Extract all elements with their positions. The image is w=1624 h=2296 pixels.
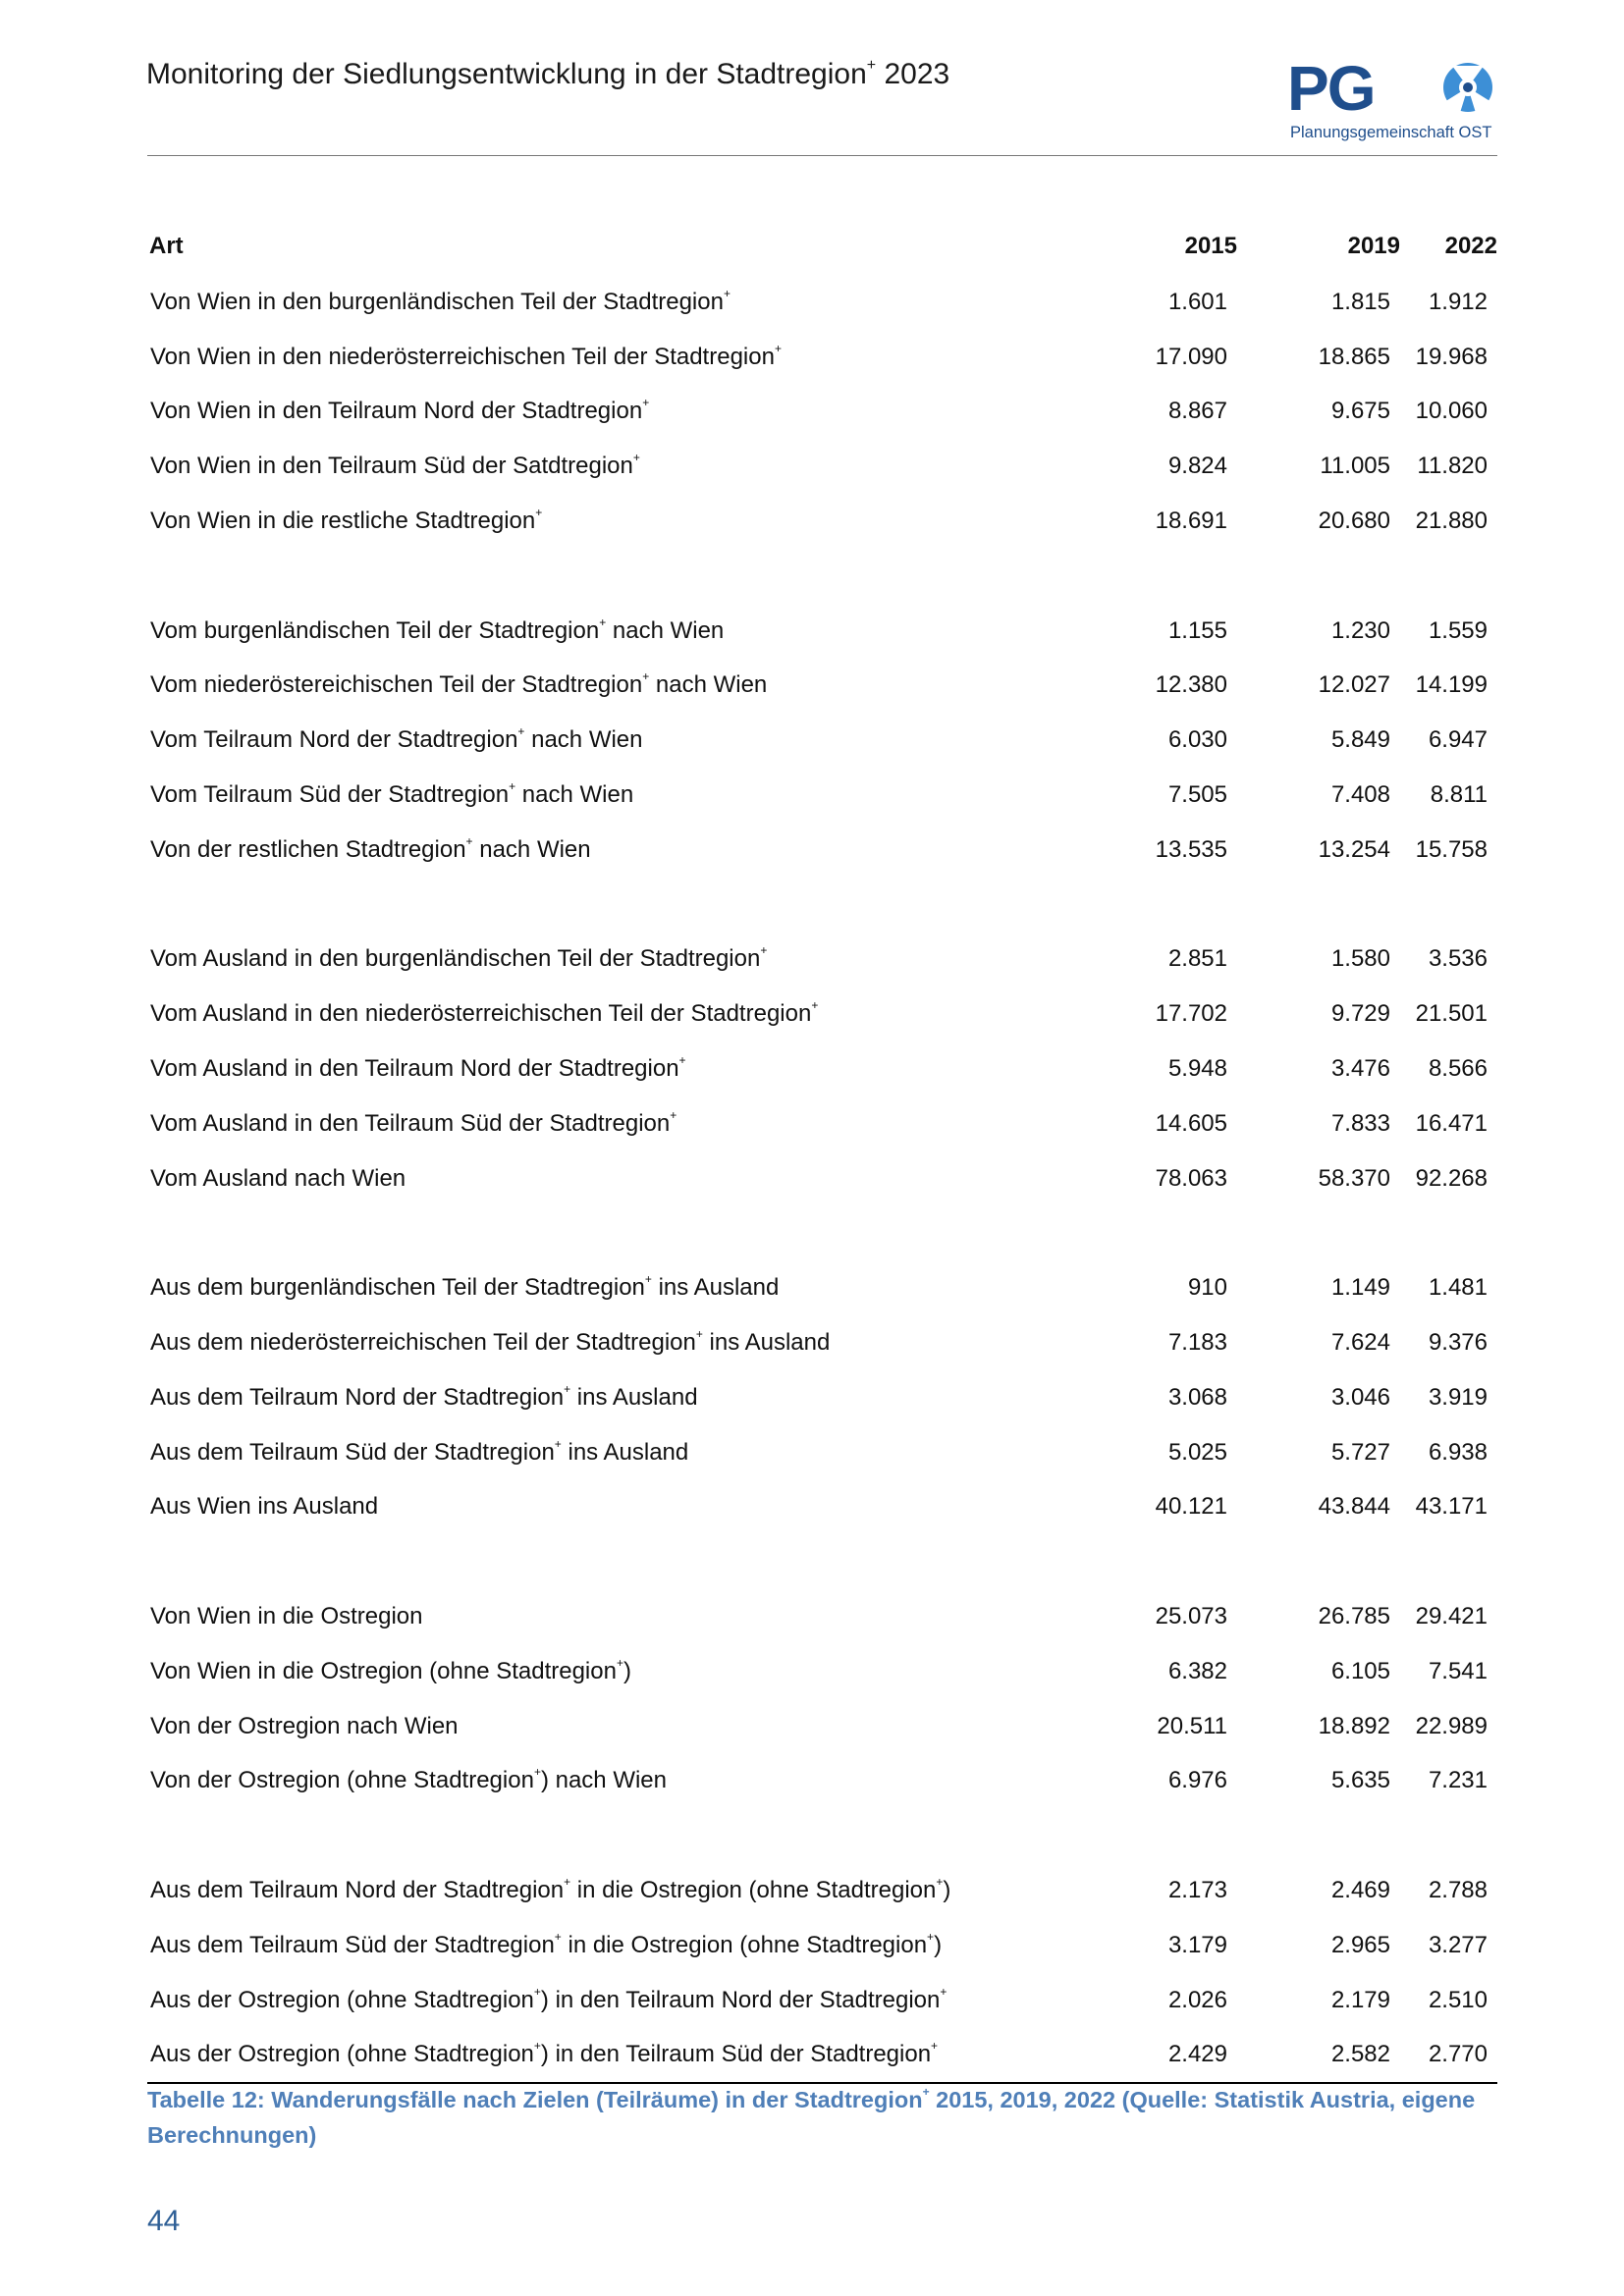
row-label: Von der Ostregion nach Wien bbox=[150, 1712, 459, 1739]
logo-letters: PG bbox=[1287, 59, 1375, 124]
cell-2019: 58.370 bbox=[1318, 1164, 1390, 1192]
cell-2015: 20.511 bbox=[1157, 1712, 1227, 1739]
cell-2015: 17.702 bbox=[1155, 1000, 1227, 1028]
row-label: Vom Ausland in den burgenländischen Teil der Stadtregion+ bbox=[150, 943, 768, 973]
cell-2019: 3.046 bbox=[1330, 1383, 1390, 1411]
cell-2019: 18.865 bbox=[1318, 343, 1390, 370]
row-label: Aus der Ostregion (ohne Stadtregion+) in den Teilraum Süd der Stadtregion+ bbox=[147, 2028, 1080, 2084]
cell-2019: 11.005 bbox=[1320, 453, 1390, 480]
table-row bbox=[147, 768, 1497, 823]
table-row bbox=[147, 1589, 1497, 1644]
cell-2022: 7.541 bbox=[1428, 1657, 1488, 1684]
row-label: Von der restlichen Stadtregion+ nach Wien bbox=[150, 833, 591, 863]
cell-2022: 15.758 bbox=[1415, 835, 1488, 863]
row-label: Aus dem burgenländischen Teil der Stadtregion+ ins Ausland bbox=[150, 1272, 780, 1302]
cell-2015: 25.073 bbox=[1155, 1603, 1227, 1630]
cell-2022: 19.968 bbox=[1415, 343, 1488, 370]
pgo-logo-graphic bbox=[1287, 59, 1497, 143]
cell-2019: 5.635 bbox=[1330, 1767, 1390, 1794]
cell-2015: 17.090 bbox=[1155, 343, 1227, 370]
cell-2019: 43.844 bbox=[1318, 1493, 1390, 1521]
row-label: Vom burgenländischen Teil der Stadtregion+ nach Wien bbox=[150, 614, 725, 644]
cell-2022: 11.820 bbox=[1417, 453, 1488, 480]
cell-2019: 7.624 bbox=[1330, 1329, 1390, 1357]
table-spacer-row bbox=[147, 1206, 1497, 1261]
table-spacer-row bbox=[147, 549, 1497, 604]
table-row bbox=[147, 1918, 1497, 1973]
row-label: Vom Teilraum Süd der Stadtregion+ nach Wien bbox=[150, 779, 634, 809]
migration-table bbox=[147, 218, 1497, 2084]
row-label: Vom niederöstereichischen Teil der Stadtregion+ nach Wien bbox=[150, 669, 768, 699]
table-row bbox=[147, 1151, 1497, 1206]
cell-2015: 2.429 bbox=[1080, 2028, 1237, 2084]
cell-2022: 10.060 bbox=[1415, 398, 1488, 425]
row-label: Von Wien in den Teilraum Süd der Satdtregion+ bbox=[150, 451, 640, 480]
logo-caption: Planungsgemeinschaft OST bbox=[1290, 124, 1492, 141]
row-label: Von Wien in die Ostregion bbox=[150, 1603, 423, 1630]
table-row bbox=[147, 1863, 1497, 1918]
cell-2019: 12.027 bbox=[1318, 671, 1390, 699]
cell-2019: 2.469 bbox=[1330, 1877, 1390, 1903]
row-label: Aus dem Teilraum Nord der Stadtregion+ ins Ausland bbox=[150, 1381, 698, 1411]
table-row bbox=[147, 1973, 1497, 2028]
cell-2022: 14.199 bbox=[1415, 671, 1488, 699]
page-number: 44 bbox=[147, 2205, 181, 2237]
row-label: Von Wien in den burgenländischen Teil der Stadtregion+ bbox=[150, 286, 731, 315]
cell-2015: 3.068 bbox=[1167, 1383, 1227, 1411]
cell-2022: 2.770 bbox=[1400, 2028, 1497, 2084]
header-divider bbox=[147, 155, 1497, 156]
cell-2015: 7.183 bbox=[1167, 1329, 1227, 1357]
header-title-year: 2023 bbox=[876, 58, 950, 90]
cell-2019: 2.582 bbox=[1237, 2028, 1400, 2084]
cell-2022: 22.989 bbox=[1415, 1712, 1488, 1739]
table-row bbox=[147, 1041, 1497, 1096]
cell-2022: 1.912 bbox=[1428, 288, 1488, 315]
cell-2022: 3.536 bbox=[1428, 945, 1488, 973]
cell-2019: 5.849 bbox=[1330, 726, 1390, 754]
cell-2022: 8.811 bbox=[1430, 781, 1488, 809]
table-row bbox=[147, 494, 1497, 549]
cell-2019: 1.815 bbox=[1330, 288, 1390, 315]
cell-2015: 12.380 bbox=[1155, 671, 1227, 699]
table-row bbox=[147, 933, 1497, 988]
cell-2019: 7.408 bbox=[1330, 781, 1390, 809]
row-label: Vom Ausland in den niederösterreichischen Teil der Stadtregion+ bbox=[150, 998, 819, 1028]
cell-2022: 6.938 bbox=[1428, 1438, 1488, 1466]
cell-2022: 29.421 bbox=[1415, 1603, 1488, 1630]
logo-o-icon bbox=[1443, 63, 1492, 113]
table-header-row bbox=[147, 218, 1497, 275]
cell-2015: 6.976 bbox=[1167, 1767, 1227, 1794]
cell-2022: 16.471 bbox=[1415, 1109, 1488, 1137]
table-row bbox=[147, 439, 1497, 494]
cell-2022: 9.376 bbox=[1428, 1329, 1488, 1357]
row-label: Von der Ostregion (ohne Stadtregion+) nach Wien bbox=[150, 1765, 668, 1794]
cell-2015: 2.026 bbox=[1167, 1986, 1227, 2013]
column-header-art: Art bbox=[149, 233, 184, 259]
cell-2022: 43.171 bbox=[1415, 1493, 1488, 1521]
row-label: Aus Wien ins Ausland bbox=[150, 1493, 379, 1521]
column-header-2022: 2022 bbox=[1444, 233, 1497, 259]
row-label: Von Wien in den niederösterreichischen Teil der Stadtregion+ bbox=[150, 341, 782, 370]
cell-2022: 92.268 bbox=[1415, 1164, 1488, 1192]
row-label: Aus dem niederösterreichischen Teil der Stadtregion+ ins Ausland bbox=[150, 1327, 831, 1357]
row-label: Vom Teilraum Nord der Stadtregion+ nach Wien bbox=[150, 724, 643, 754]
table-row bbox=[147, 987, 1497, 1041]
cell-2022: 6.947 bbox=[1428, 726, 1488, 754]
cell-2019: 20.680 bbox=[1318, 507, 1390, 535]
cell-2015: 6.382 bbox=[1167, 1657, 1227, 1684]
column-header-2015: 2015 bbox=[1184, 233, 1237, 259]
header-title-text: Monitoring der Siedlungsentwicklung in der Stadtregion bbox=[146, 58, 867, 90]
header-title-plus: + bbox=[866, 57, 877, 74]
table-row bbox=[147, 1754, 1497, 1809]
table-spacer-row bbox=[147, 1808, 1497, 1863]
table-row bbox=[147, 713, 1497, 768]
cell-2022: 1.481 bbox=[1428, 1274, 1488, 1302]
row-label: Aus dem Teilraum Süd der Stadtregion+ in die Ostregion (ohne Stadtregion+) bbox=[150, 1929, 943, 1958]
cell-2015: 1.601 bbox=[1167, 288, 1227, 315]
cell-2019: 26.785 bbox=[1318, 1603, 1390, 1630]
cell-2015: 7.505 bbox=[1167, 781, 1227, 809]
cell-2022: 8.566 bbox=[1428, 1055, 1488, 1083]
table-row bbox=[147, 330, 1497, 385]
table-row bbox=[147, 1096, 1497, 1151]
cell-2019: 2.179 bbox=[1330, 1986, 1390, 2013]
cell-2022: 2.788 bbox=[1428, 1877, 1488, 1903]
table-row bbox=[147, 1260, 1497, 1315]
table-row bbox=[147, 1480, 1497, 1535]
cell-2015: 9.824 bbox=[1167, 453, 1227, 480]
table-body bbox=[147, 275, 1497, 2083]
cell-2019: 9.729 bbox=[1330, 1000, 1390, 1028]
cell-2015: 910 bbox=[1187, 1274, 1227, 1302]
table-row bbox=[147, 1699, 1497, 1754]
table-spacer-row bbox=[147, 878, 1497, 933]
row-label: Von Wien in die Ostregion (ohne Stadtregion+) bbox=[150, 1655, 631, 1684]
cell-2015: 3.179 bbox=[1167, 1931, 1227, 1958]
cell-2015: 8.867 bbox=[1167, 398, 1227, 425]
cell-2019: 18.892 bbox=[1318, 1712, 1390, 1739]
column-header-2019: 2019 bbox=[1347, 233, 1400, 259]
table-row bbox=[147, 659, 1497, 714]
row-label: Vom Ausland in den Teilraum Nord der Stadtregion+ bbox=[150, 1053, 686, 1083]
cell-2015: 18.691 bbox=[1155, 507, 1227, 535]
cell-2019: 9.675 bbox=[1330, 398, 1390, 425]
row-label: Vom Ausland nach Wien bbox=[150, 1164, 406, 1192]
table-row bbox=[147, 1315, 1497, 1370]
cell-2015: 6.030 bbox=[1167, 726, 1227, 754]
cell-2022: 7.231 bbox=[1428, 1767, 1488, 1794]
table-row bbox=[147, 823, 1497, 878]
row-label: Vom Ausland in den Teilraum Süd der Stadtregion+ bbox=[150, 1107, 677, 1137]
cell-2019: 3.476 bbox=[1330, 1055, 1390, 1083]
cell-2022: 21.501 bbox=[1415, 1000, 1488, 1028]
table-row bbox=[147, 385, 1497, 440]
table-row bbox=[147, 275, 1497, 330]
cell-2022: 2.510 bbox=[1428, 1986, 1488, 2013]
cell-2022: 3.919 bbox=[1428, 1383, 1488, 1411]
cell-2019: 1.580 bbox=[1330, 945, 1390, 973]
cell-2015: 14.605 bbox=[1155, 1109, 1227, 1137]
table-spacer-row bbox=[147, 1534, 1497, 1589]
cell-2015: 1.155 bbox=[1167, 616, 1227, 644]
cell-2015: 40.121 bbox=[1155, 1493, 1227, 1521]
table-row bbox=[147, 604, 1497, 659]
row-label: Von Wien in die restliche Stadtregion+ bbox=[150, 506, 543, 535]
table-row bbox=[147, 1370, 1497, 1425]
cell-2022: 21.880 bbox=[1415, 507, 1488, 535]
cell-2019: 6.105 bbox=[1330, 1657, 1390, 1684]
row-label: Aus dem Teilraum Süd der Stadtregion+ ins Ausland bbox=[150, 1436, 689, 1466]
row-label: Von Wien in den Teilraum Nord der Stadtregion+ bbox=[150, 396, 650, 425]
page-header-title bbox=[146, 57, 949, 91]
cell-2019: 1.149 bbox=[1330, 1274, 1390, 1302]
cell-2015: 78.063 bbox=[1155, 1164, 1227, 1192]
cell-2022: 1.559 bbox=[1428, 616, 1488, 644]
cell-2015: 13.535 bbox=[1155, 835, 1227, 863]
pgo-logo bbox=[1287, 59, 1497, 143]
cell-2019: 7.833 bbox=[1330, 1109, 1390, 1137]
table-row bbox=[147, 2028, 1497, 2084]
cell-2019: 5.727 bbox=[1330, 1438, 1390, 1466]
cell-2015: 2.851 bbox=[1167, 945, 1227, 973]
cell-2015: 5.025 bbox=[1167, 1438, 1227, 1466]
cell-2019: 13.254 bbox=[1318, 835, 1390, 863]
cell-2019: 2.965 bbox=[1330, 1931, 1390, 1958]
table-caption: Tabelle 12: Wanderungsfälle nach Zielen (Teilräume) in der Stadtregion+ 2015, 2019, 2022 (Quelle: Statistik Austria, eigene Berechnungen) bbox=[147, 2085, 1476, 2148]
cell-2015: 5.948 bbox=[1167, 1055, 1227, 1083]
table-row bbox=[147, 1644, 1497, 1699]
cell-2022: 3.277 bbox=[1428, 1931, 1488, 1958]
row-label: Aus der Ostregion (ohne Stadtregion+) in den Teilraum Nord der Stadtregion+ bbox=[150, 1984, 947, 2013]
row-label: Aus dem Teilraum Nord der Stadtregion+ in die Ostregion (ohne Stadtregion+) bbox=[150, 1875, 951, 1903]
cell-2015: 2.173 bbox=[1167, 1877, 1227, 1903]
table-row bbox=[147, 1425, 1497, 1480]
cell-2019: 1.230 bbox=[1330, 616, 1390, 644]
